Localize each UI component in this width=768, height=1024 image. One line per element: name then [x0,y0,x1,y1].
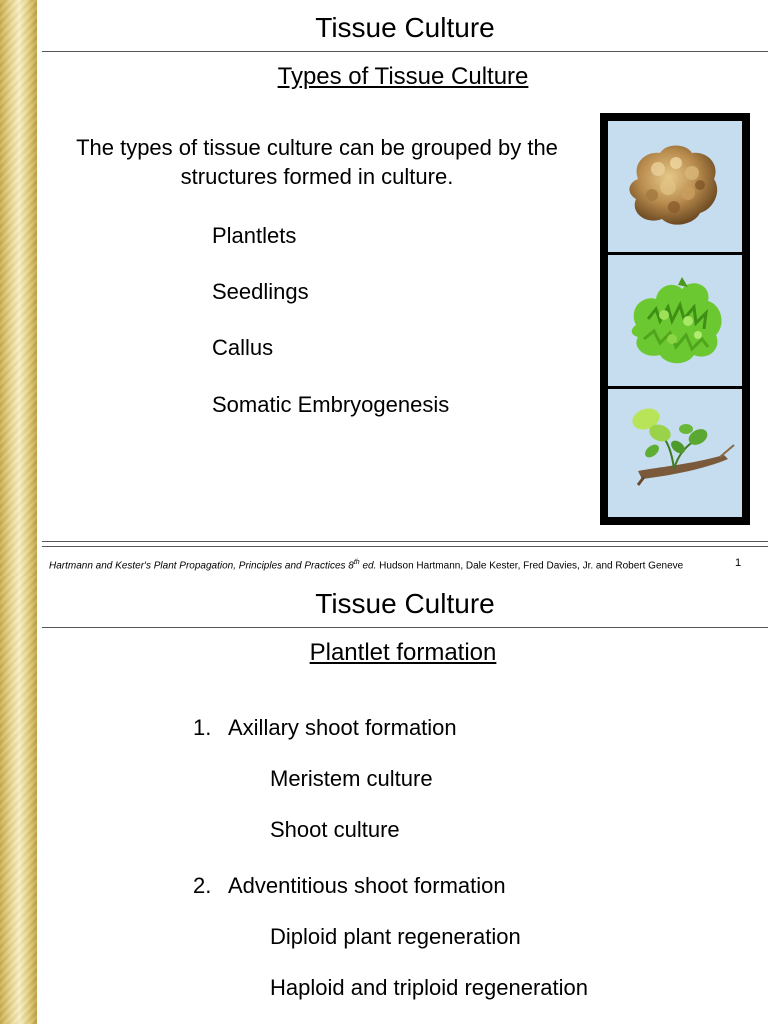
numbered-item [193,715,457,741]
slide-title: Tissue Culture [315,12,495,43]
item-number: 1. [193,715,212,740]
green-callus-photo-icon [608,255,742,386]
slide-title: Tissue Culture [315,588,495,619]
citation-footer [49,556,683,573]
numbered-item [193,873,506,899]
item-number: 2. [193,873,212,898]
list-item: Plantlets [212,223,297,248]
sub-item: Haploid and triploid regeneration [270,975,588,1000]
title-divider [42,627,768,628]
footer-divider [42,541,768,542]
photo-strip [600,113,750,525]
book-title: Hartmann and Kester's Plant Propagation, Principles and Practices 8 [49,560,354,572]
edition-superscript: th [353,559,360,566]
footer-divider-secondary [42,546,768,547]
authors: Hudson Hartmann, Dale Kester, Fred Davies, Jr. and Robert Geneve [376,560,684,572]
slide-2 [0,576,768,1024]
slide-subtitle: Types of Tissue Culture [277,63,529,90]
intro-paragraph: The types of tissue culture can be grouped by the structures formed in culture. [76,135,558,189]
sub-item: Meristem culture [270,766,433,791]
sub-item: Diploid plant regeneration [270,924,521,949]
plantlet-photo-icon [608,389,742,517]
item-label: Axillary shoot formation [228,715,457,740]
page-number: 1 [735,557,742,569]
edition-suffix: ed. [359,560,377,572]
item-label: Adventitious shoot formation [228,873,506,898]
list-item: Somatic Embryogenesis [212,392,450,417]
sub-item: Shoot culture [270,817,400,842]
slide-subtitle: Plantlet formation [309,639,497,666]
gold-side-bar [0,0,37,576]
gold-side-bar [0,576,37,1024]
list-item: Callus [212,335,274,360]
title-divider [42,51,768,52]
list-item: Seedlings [212,279,309,304]
callus-photo-icon [608,121,742,252]
